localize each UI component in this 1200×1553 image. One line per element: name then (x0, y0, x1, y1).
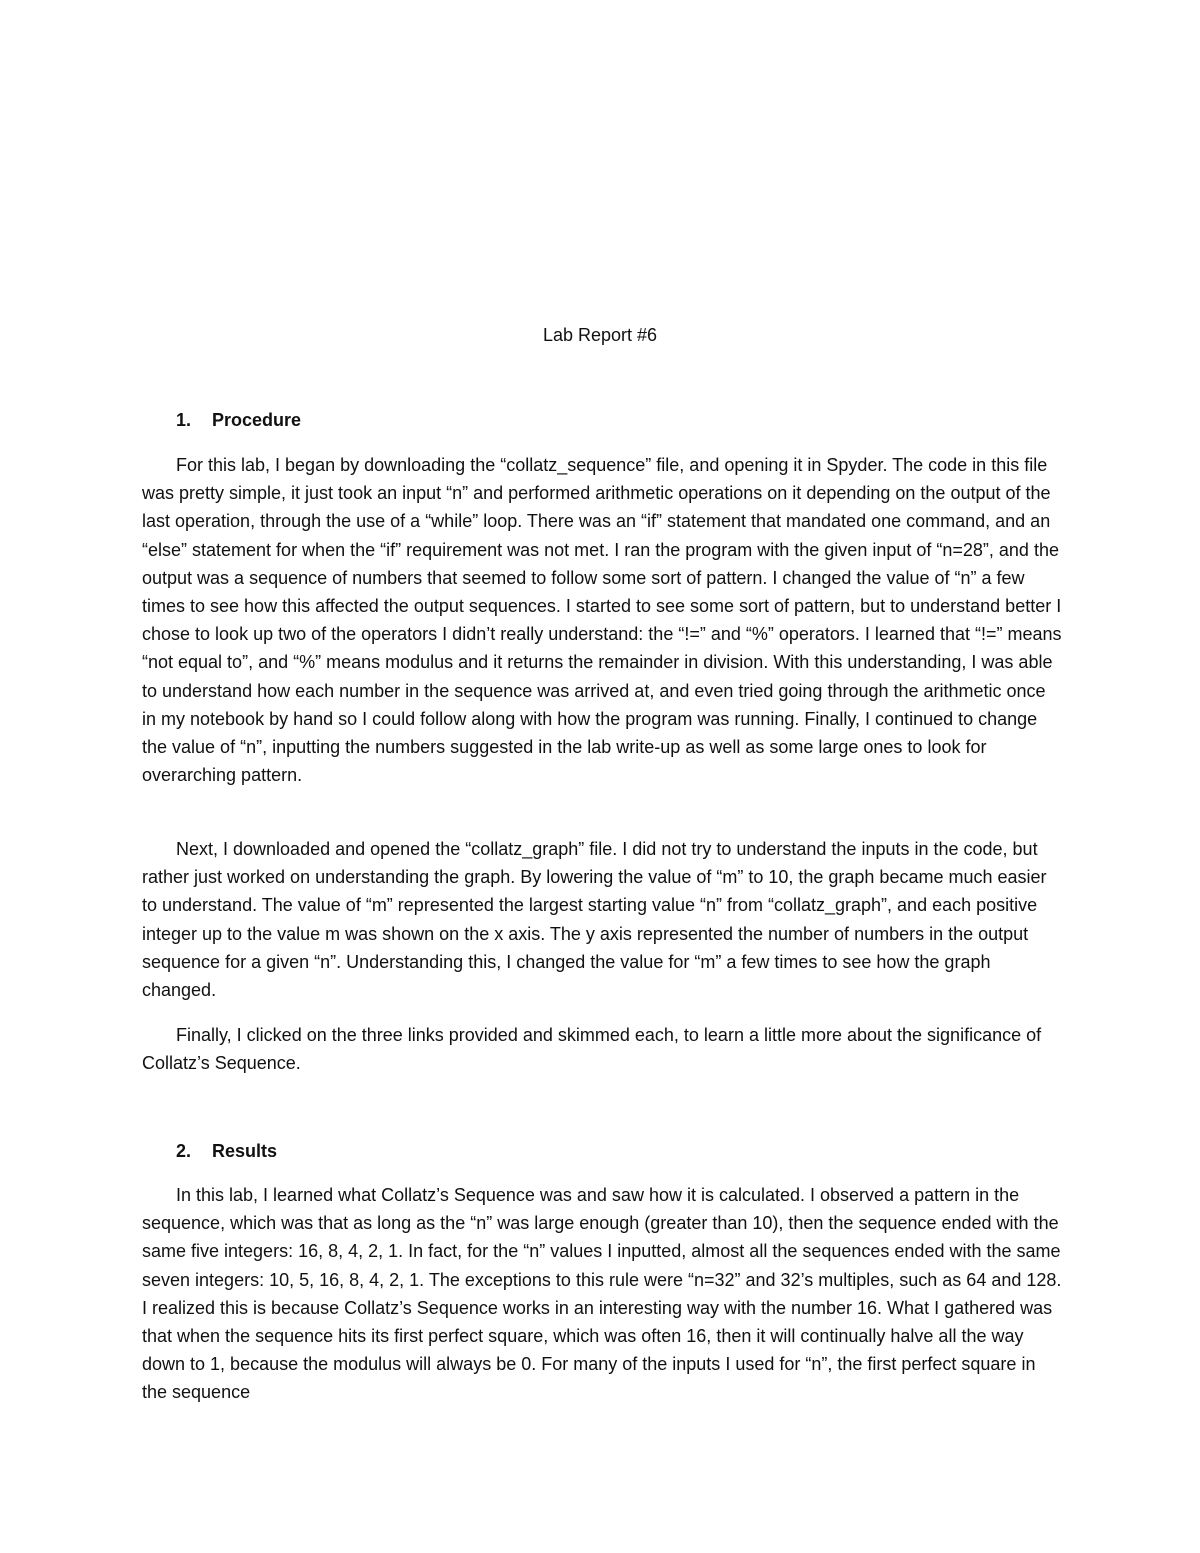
section-number: 2. (176, 1141, 192, 1161)
section-heading-results (176, 1139, 277, 1163)
results-paragraph-1: In this lab, I learned what Collatz’s Sequence was and saw how it is calculated. I observed a pattern in the sequence, which was that as long as the “n” was large enough (greater than 10), then the sequence ended with the same five integers: 16, 8, 4, 2, 1. In fact, for the “n” values I inputted, almost all the sequences ended with the same seven integers: 10, 5, 16, 8, 4, 2, 1. The exceptions to this rule were “n=32” and 32’s multiples, such as 64 and 128. I realized this is because Collatz’s Sequence works in an interesting way with the number 16. What I gathered was that when the sequence hits its first perfect square, which was often 16, then it will continually halve all the way down to 1, because the modulus will always be 0. For many of the inputs I used for “n”, the first perfect square in the sequence (142, 1185, 1062, 1403)
section-title: Results (212, 1141, 278, 1161)
procedure-paragraph-1: For this lab, I began by downloading the “collatz_sequence” file, and opening it in Spyder. The code in this file was pretty simple, it just took an input “n” and performed arithmetic operations on it depending on the output of the last operation, through the use of a “while” loop. There was an “if” statement that mandated one command, and an “else” statement for when the “if” requirement was not met. I ran the program with the given input of “n=28”, and the output was a sequence of numbers that seemed to follow some sort of pattern. I changed the value of “n” a few times to see how this affected the output sequences. I started to see some sort of pattern, but to understand better I chose to look up two of the operators I didn’t really understand: the “!=” and “%” operators. I learned that “!=” means “not equal to”, and “%” means modulus and it returns the remainder in division. With this understanding, I was able to understand how each number in the sequence was arrived at, and even tried going through the arithmetic once in my notebook by hand so I could follow along with how the program was running. Finally, I continued to change the value of “n”, inputting the numbers suggested in the lab write-up as well as some large ones to look for overarching pattern. (142, 455, 1062, 786)
procedure-paragraph-2: Next, I downloaded and opened the “collatz_graph” file. I did not try to understand the inputs in the code, but rather just worked on understanding the graph. By lowering the value of “m” to 10, the graph became much easier to understand. The value of “m” represented the largest starting value “n” from “collatz_graph”, and each positive integer up to the value m was shown on the x axis. The y axis represented the number of numbers in the output sequence for a given “n”. Understanding this, I changed the value for “m” a few times to see how the graph changed. (142, 839, 1047, 1001)
section-heading-procedure (176, 408, 301, 432)
page-title: Lab Report #6 (542, 325, 658, 345)
section-number: 1. (176, 410, 192, 430)
section-title: Procedure (212, 410, 302, 430)
procedure-paragraph-3: Finally, I clicked on the three links provided and skimmed each, to learn a little more about the significance of Collatz’s Sequence. (142, 1025, 1042, 1074)
